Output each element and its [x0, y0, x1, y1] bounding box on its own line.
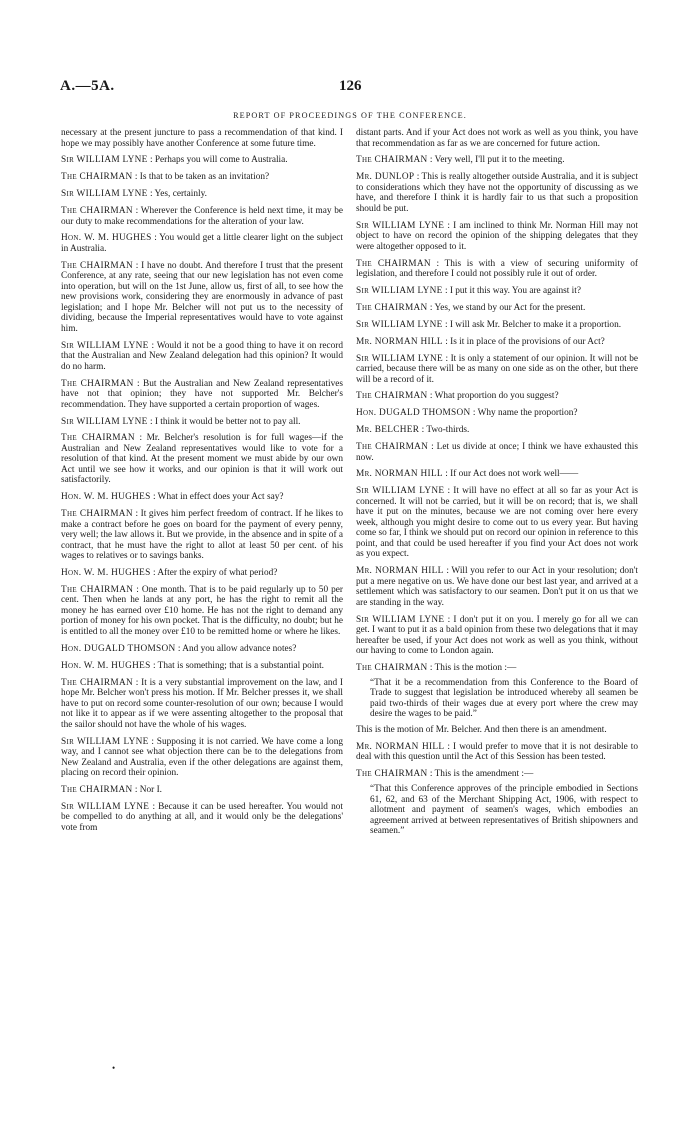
right-column [356, 128, 638, 842]
speech-text: : Supposing it is not carried. We have come a long way, and I cannot see what objection there can be to the delegations from New Zealand and Australia, even if the other delegations are against them, placing on record their opinion. [61, 736, 343, 779]
speech-text: : If our Act does not work well—— [445, 469, 579, 480]
speech-text: necessary at the present juncture to pass a recommendation of that kind. I hope we may possibly have another Conference at some future time. [61, 128, 343, 149]
speech-paragraph [356, 725, 638, 736]
speaker-name: Mr. NORMAN HILL [356, 566, 444, 577]
speaker-name: Mr. NORMAN HILL [356, 469, 443, 480]
speech-text: : I put it this way. You are against it? [444, 285, 581, 296]
speech-text: : Is it in place of the provisions of our Act? [445, 336, 605, 347]
speech-text: : I will ask Mr. Belcher to make it a proportion. [444, 319, 622, 330]
speech-paragraph [61, 417, 343, 428]
speech-paragraph [356, 469, 638, 480]
speaker-name: Mr. BELCHER [356, 425, 420, 436]
speaker-name: The CHAIRMAN [356, 391, 428, 402]
speech-paragraph [61, 585, 343, 638]
speech-paragraph [356, 742, 638, 763]
speaker-name: Hon. W. M. HUGHES [61, 233, 152, 244]
speech-text: “That it be a recommendation from this Conference to the Board of Trade to suggest that legislation be introduced whereby all seamen be paid two-thirds of their wages due at every port where the crew may desire the wages to be paid.” [370, 677, 638, 720]
speech-paragraph [356, 172, 638, 214]
speech-paragraph [61, 644, 343, 655]
speaker-name: Sir WILLIAM LYNE [61, 801, 150, 812]
speaker-name: Mr. NORMAN HILL [356, 336, 443, 347]
speech-text: : Nor I. [134, 784, 163, 795]
speech-paragraph [356, 320, 638, 331]
speech-paragraph [61, 678, 343, 731]
speech-text: : Two-thirds. [421, 425, 470, 436]
speech-text: : This is with a view of securing uniformity of legislation, and therefore I could not possibly rule it out of order. [356, 258, 639, 280]
speech-text: : Wherever the Conference is held next time, it may be our duty to make recommendations for the alteration of your law. [61, 206, 343, 227]
speech-text: : Because it can be used hereafter. You would not be compelled to do anything at all, and it would only be the delegations' vote from [61, 801, 343, 833]
speech-paragraph [61, 492, 343, 503]
speech-paragraph [356, 259, 638, 280]
speech-paragraph [61, 568, 343, 579]
speech-text: : Perhaps you will come to Australia. [149, 155, 288, 166]
speaker-name: The CHAIRMAN [61, 677, 133, 688]
speech-paragraph [61, 189, 343, 200]
speaker-name: Mr. DUNLOP [356, 172, 415, 183]
speaker-name: Sir WILLIAM LYNE [356, 319, 443, 330]
speech-paragraph [356, 303, 638, 314]
speech-paragraph [356, 337, 638, 348]
speaker-name: The CHAIRMAN [356, 155, 428, 166]
speech-text: : I am inclined to think Mr. Norman Hill may not object to have on record the opinion of the shipping delegates that they were altogether opposed to it. [356, 220, 638, 252]
speaker-name: The CHAIRMAN [61, 172, 133, 183]
speech-paragraph [356, 221, 638, 253]
speech-text: : And you allow advance notes? [177, 643, 297, 654]
speaker-name: Sir WILLIAM LYNE [356, 614, 445, 625]
speech-paragraph [356, 286, 638, 297]
speech-paragraph [61, 379, 343, 411]
speech-paragraph [356, 425, 638, 436]
speaker-name: Hon. DUGALD THOMSON [61, 643, 176, 654]
speaker-name: The CHAIRMAN [356, 663, 428, 674]
speaker-name: Hon. W. M. HUGHES [61, 492, 151, 503]
speech-paragraph [356, 663, 638, 674]
speech-paragraph [356, 354, 638, 386]
speaker-name: The CHAIRMAN [61, 206, 133, 217]
speech-paragraph [61, 233, 343, 254]
speech-paragraph [61, 128, 343, 149]
speech-text: “That this Conference approves of the principle embodied in Sections 61, 62, and 63 of the Merchant Shipping Act, 1906, with respect to allotment and payment of seamen's wages, which embodies an agreement arrived at between representatives of British shipowners and seamen.” [370, 784, 638, 837]
speech-text: : One month. That is to be paid regularly up to 50 per cent. Then when he lands at any port, he has the right to remit all the money he has earned over £10 home. He has not the right to demand any portion of money for his own pocket. That is the difficulty, no doubt; but he is entitled to all the money over £10 to be remitted home or where he likes. [61, 584, 343, 637]
speaker-name: The CHAIRMAN [356, 442, 429, 453]
speech-text: : This is the motion :— [429, 663, 517, 674]
speaker-name: The CHAIRMAN [61, 378, 134, 389]
speech-paragraph [61, 785, 343, 796]
page-mark: • [112, 1063, 116, 1073]
speech-text: : It is a very substantial improvement on the law, and I hope Mr. Belcher won't press his motion. If Mr. Belcher presses it, we shall have to put on record some counter-resolution of our own; because I would not like it to appear as if we were assenting altogether to the proposal that the sailor should not have the whole of his wages. [61, 677, 343, 730]
speech-text: : This is the amendment :— [429, 769, 534, 780]
speech-text: : After the expiry of what period? [152, 568, 278, 579]
speech-text: distant parts. And if your Act does not work as well as you think, you have that recommendation as far as we are concerned for future action. [356, 128, 638, 149]
speech-text: : I think it would be better not to pay all. [149, 416, 301, 427]
document-reference: A.—5A. [60, 78, 115, 94]
speech-paragraph [61, 261, 343, 335]
speech-paragraph [356, 486, 638, 560]
speech-paragraph [61, 206, 343, 227]
speech-paragraph [61, 433, 343, 486]
speaker-name: The CHAIRMAN [61, 433, 135, 444]
speech-text: : Is that to be taken as an invitation? [134, 172, 270, 183]
speaker-name: The CHAIRMAN [61, 260, 133, 271]
page-header [0, 78, 700, 98]
speech-paragraph [61, 155, 343, 166]
speech-text: : But the Australian and New Zealand representatives have not that opinion; they have not supported Mr. Belcher's recommendation. They have supported a certain proportion of wages. [61, 378, 343, 410]
speaker-name: The CHAIRMAN [356, 769, 428, 780]
speech-text: : You would get a little clearer light on the subject in Australia. [61, 233, 343, 254]
speaker-name: The CHAIRMAN [61, 509, 133, 520]
speech-text: : I would prefer to move that it is not desirable to deal with this question until the Act of this Session has been tested. [356, 741, 638, 763]
speech-text: : Will you refer to our Act in your resolution; don't put a mere negative on us. We have done our best last year, and arrived at a settlement which was satisfactory to our seamen. Don't put it on us that we are standing in the way. [356, 566, 638, 608]
speaker-name: Hon. W. M. HUGHES [61, 660, 151, 671]
speaker-name: Hon. W. M. HUGHES [61, 568, 151, 579]
speaker-name: The CHAIRMAN [61, 584, 134, 595]
speech-paragraph [61, 341, 343, 373]
speaker-name: Sir WILLIAM LYNE [61, 155, 148, 166]
speaker-name: Mr. NORMAN HILL [356, 741, 445, 752]
speech-text: : Very well, I'll put it to the meeting. [429, 155, 565, 166]
speech-paragraph [61, 802, 343, 834]
speech-text: : Would it not be a good thing to have it on record that the Australian and New Zealand delegation had this opinion? It would do no harm. [61, 340, 343, 372]
speech-paragraph [61, 661, 343, 672]
speech-text: This is the motion of Mr. Belcher. And then there is an amendment. [356, 724, 607, 735]
speech-text: : Let us divide at once; I think we have exhausted this now. [356, 442, 638, 463]
speech-paragraph [356, 442, 638, 463]
speech-paragraph [356, 566, 638, 608]
page-number: 126 [339, 78, 362, 94]
speaker-name: The CHAIRMAN [356, 302, 428, 313]
speaker-name: Sir WILLIAM LYNE [61, 340, 149, 351]
running-title: REPORT OF PROCEEDINGS OF THE CONFERENCE. [233, 111, 467, 120]
speaker-name: The CHAIRMAN [356, 258, 431, 269]
speech-paragraph [61, 172, 343, 183]
speech-paragraph [356, 408, 638, 419]
speech-text: : Mr. Belcher's resolution is for full wages—if the Australian and New Zealand representatives would like to vote for a resolution of that kind. At the present moment we must abide by our own Act until we see how it works, and our opinion is that it will work out satisfactorily. [61, 433, 343, 486]
speaker-name: Sir WILLIAM LYNE [356, 285, 443, 296]
quoted-motion [370, 678, 638, 720]
speaker-name: Sir WILLIAM LYNE [61, 189, 148, 200]
speaker-name: Sir WILLIAM LYNE [356, 220, 445, 231]
speech-text: : This is really altogether outside Australia, and it is subject to considerations which they have not the opportunity of discussing as we have, and therefore I think it is hardly fair to us that such a proposition should be put. [356, 172, 638, 214]
speaker-name: Hon. DUGALD THOMSON [356, 408, 471, 419]
speech-paragraph [356, 155, 638, 166]
speech-paragraph [356, 615, 638, 657]
speech-text: : It is only a statement of our opinion. It will not be carried, because there will be as many on one side as on the other, but there will be a record of it. [356, 353, 638, 385]
speech-text: : That is something; that is a substantial point. [152, 660, 324, 671]
speaker-name: Sir WILLIAM LYNE [356, 353, 443, 364]
left-column [61, 128, 343, 840]
speech-paragraph [356, 769, 638, 780]
speaker-name: Sir WILLIAM LYNE [61, 416, 148, 427]
speaker-name: The CHAIRMAN [61, 784, 133, 795]
speech-text: : Yes, certainly. [149, 189, 207, 200]
speaker-name: Sir WILLIAM LYNE [61, 736, 149, 747]
quoted-motion [370, 784, 638, 837]
speech-text: : Yes, we stand by our Act for the present. [429, 302, 586, 313]
speech-text: : I have no doubt. And therefore I trust that the present Conference, at any rate, seeing that our new legislation has not even come into operation, but will on the 1st June, allow us, first of all, to see how the new provisions work, considering they are enormously in advance of past legislation; and I hope Mr. Belcher will not put us to the necessity of dividing, because the Imperial representatives would have to vote against him. [61, 260, 343, 334]
speech-text: : It will have no effect at all so far as your Act is concerned. It will not be carried, but it will be on record; that is, we shall have it put on the minutes, because we are not coming over here every week, although you might desire to come out to us every year. But having come so far, I think we should put on record our opinion in reference to this point, and that could be used hereafter if you find your Act does not work as you expect. [356, 486, 638, 560]
speech-text: : Why name the proportion? [472, 408, 578, 419]
speech-text: : What in effect does your Act say? [152, 492, 284, 503]
speech-paragraph [356, 128, 638, 149]
speech-paragraph [356, 391, 638, 402]
speech-text: : What proportion do you suggest? [429, 391, 559, 402]
speaker-name: Sir WILLIAM LYNE [356, 486, 445, 497]
speech-paragraph [61, 737, 343, 779]
speech-text: : It gives him perfect freedom of contract. If he likes to make a contract before he goes on board for the payment of every penny, very well; the law allows it. But we provide, in the absence and in spite of a contract, that he must have the right to allot at least 50 per cent. of his wages to relatives or to savings banks. [61, 509, 343, 562]
speech-paragraph [61, 509, 343, 562]
speech-text: : I don't put it on you. I merely go for all we can get. I want to put it as a bald opinion from these two delegations that it may hereafter be used, if your Act does not work as well as you think, without our having to come to London again. [356, 614, 638, 657]
